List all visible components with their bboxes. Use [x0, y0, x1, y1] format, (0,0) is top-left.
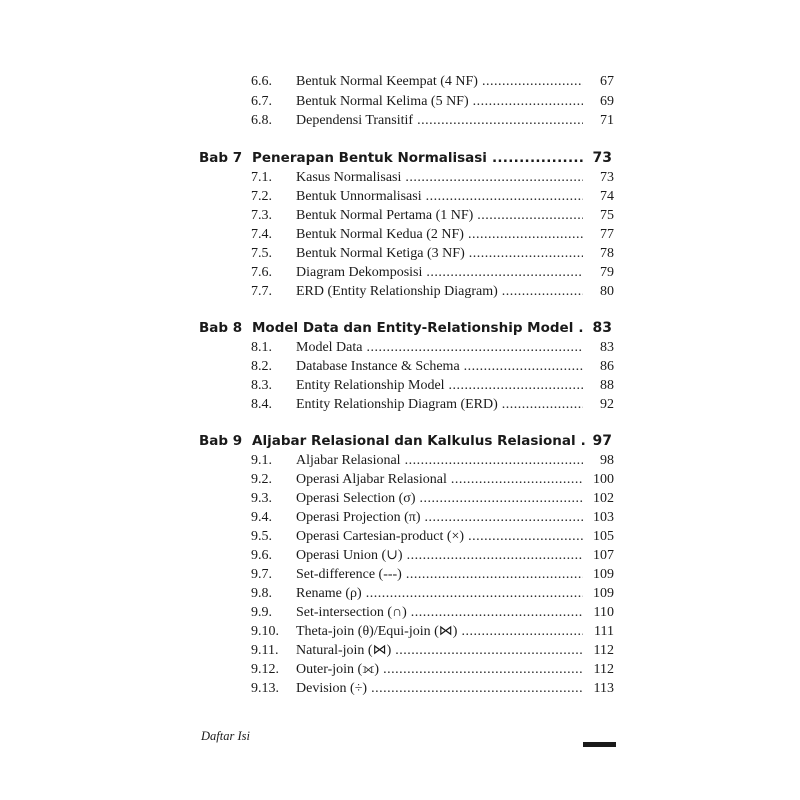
- section-number: 6.7.: [251, 94, 272, 109]
- page-number: 113: [593, 681, 614, 696]
- section-number: 9.10.: [251, 624, 279, 639]
- page-number: 107: [593, 548, 614, 563]
- page-number: 111: [594, 624, 614, 639]
- toc-entry: [0, 206, 800, 225]
- page-number: 78: [600, 246, 614, 261]
- section-number: 9.11.: [251, 643, 279, 658]
- chapter-heading: [0, 148, 800, 168]
- toc-entry: [0, 168, 800, 187]
- toc-entry: [0, 263, 800, 282]
- page-number: 67: [600, 74, 614, 89]
- toc-entry: [0, 565, 800, 584]
- section-title: Theta-join (θ)/Equi-join (⋈) .....: [296, 622, 583, 641]
- section-title: Entity Relationship Model .....: [296, 376, 583, 395]
- page-number: 86: [600, 359, 614, 374]
- section-title: Diagram Dekomposisi .....: [296, 263, 583, 282]
- chapter-title: Model Data dan Entity-Relationship Model .....: [252, 318, 585, 338]
- page-number: 110: [593, 605, 614, 620]
- page-number: 109: [593, 586, 614, 601]
- toc-entry: [0, 679, 800, 698]
- section-title: Database Instance & Schema .....: [296, 357, 583, 376]
- toc-entry: [0, 660, 800, 679]
- toc-entry: [0, 395, 800, 414]
- page-number: 75: [600, 208, 614, 223]
- section-number: 9.13.: [251, 681, 279, 696]
- page-number: 73: [600, 170, 614, 185]
- page-number: 79: [600, 265, 614, 280]
- page-number: 74: [600, 189, 614, 204]
- page-number: 102: [593, 491, 614, 506]
- footer-label: Daftar Isi: [201, 729, 250, 743]
- toc-entry: [0, 489, 800, 508]
- page-number: 77: [600, 227, 614, 242]
- toc-entry: [0, 641, 800, 660]
- section-title: Entity Relationship Diagram (ERD) .....: [296, 395, 583, 414]
- section-number: 7.4.: [251, 227, 272, 242]
- toc-entry: [0, 622, 800, 641]
- page-number: 80: [600, 284, 614, 299]
- page-number: 103: [593, 510, 614, 525]
- section-title: Bentuk Normal Pertama (1 NF) .....: [296, 206, 583, 225]
- section-title: Bentuk Normal Kelima (5 NF) .....: [296, 92, 583, 111]
- page-number: 112: [593, 643, 614, 658]
- page-number: 92: [600, 397, 614, 412]
- section-title: ERD (Entity Relationship Diagram) .....: [296, 282, 583, 301]
- section-title: Devision (÷) .....: [296, 679, 583, 698]
- page-number: 97: [592, 433, 612, 449]
- toc-entry: [0, 111, 800, 130]
- chapter-label: Bab 9: [199, 433, 243, 449]
- toc-entry: [0, 527, 800, 546]
- chapter-title: Aljabar Relasional dan Kalkulus Relasional .....: [252, 431, 585, 451]
- page-number: 109: [593, 567, 614, 582]
- section-title: Bentuk Normal Kedua (2 NF) .....: [296, 225, 583, 244]
- section-number: 9.9.: [251, 605, 272, 620]
- section-number: 9.12.: [251, 662, 279, 677]
- section-number: 9.8.: [251, 586, 272, 601]
- toc-entry: [0, 338, 800, 357]
- page-number: 71: [600, 113, 614, 128]
- section-title: Bentuk Unnormalisasi .....: [296, 187, 583, 206]
- section-number: 7.5.: [251, 246, 272, 261]
- section-title: Bentuk Normal Keempat (4 NF) .....: [296, 72, 583, 91]
- toc-entry: [0, 282, 800, 301]
- chapter-heading: [0, 318, 800, 338]
- page-number: 112: [593, 662, 614, 677]
- section-number: 7.2.: [251, 189, 272, 204]
- section-title: Operasi Projection (π) .....: [296, 508, 583, 527]
- section-title: Operasi Union (∪) .....: [296, 546, 583, 565]
- section-number: 9.6.: [251, 548, 272, 563]
- section-title: Outer-join (⟗) .....: [296, 660, 583, 679]
- section-number: 9.1.: [251, 453, 272, 468]
- section-title: Model Data .....: [296, 338, 583, 357]
- section-title: Rename (ρ) .....: [296, 584, 583, 603]
- section-number: 7.3.: [251, 208, 272, 223]
- chapter-title: Penerapan Bentuk Normalisasi .....: [252, 148, 585, 168]
- toc-entry: [0, 584, 800, 603]
- toc-entry: [0, 451, 800, 470]
- section-title: Operasi Selection (σ) .....: [296, 489, 583, 508]
- section-title: Kasus Normalisasi .....: [296, 168, 583, 187]
- toc-entry: [0, 470, 800, 489]
- section-title: Aljabar Relasional .....: [296, 451, 583, 470]
- section-number: 9.4.: [251, 510, 272, 525]
- toc-entry: [0, 225, 800, 244]
- section-number: 7.1.: [251, 170, 272, 185]
- section-title: Set-intersection (∩) .....: [296, 603, 583, 622]
- toc-entry: [0, 244, 800, 263]
- section-number: 9.3.: [251, 491, 272, 506]
- section-number: 8.3.: [251, 378, 272, 393]
- toc-entry: [0, 357, 800, 376]
- chapter-label: Bab 7: [199, 150, 243, 166]
- page-number: 69: [600, 94, 614, 109]
- page-number: 100: [593, 472, 614, 487]
- section-title: Set-difference (---) .....: [296, 565, 583, 584]
- section-number: 6.8.: [251, 113, 272, 128]
- section-title: Natural-join (⋈) .....: [296, 641, 583, 660]
- toc-entry: [0, 187, 800, 206]
- section-number: 9.5.: [251, 529, 272, 544]
- page-number: 105: [593, 529, 614, 544]
- toc-entry: [0, 603, 800, 622]
- section-title: Bentuk Normal Ketiga (3 NF) .....: [296, 244, 583, 263]
- section-number: 8.1.: [251, 340, 272, 355]
- section-title: Dependensi Transitif .....: [296, 111, 583, 130]
- chapter-heading: [0, 431, 800, 451]
- section-number: 8.2.: [251, 359, 272, 374]
- section-number: 9.7.: [251, 567, 272, 582]
- chapter-label: Bab 8: [199, 320, 243, 336]
- section-number: 8.4.: [251, 397, 272, 412]
- toc-entry: [0, 376, 800, 395]
- page-number: 83: [600, 340, 614, 355]
- section-title: Operasi Aljabar Relasional .....: [296, 470, 583, 489]
- footer-bar: [583, 742, 616, 747]
- section-number: 7.6.: [251, 265, 272, 280]
- section-number: 9.2.: [251, 472, 272, 487]
- page-number: 88: [600, 378, 614, 393]
- page-number: 73: [592, 150, 612, 166]
- section-number: 6.6.: [251, 74, 272, 89]
- toc-entry: [0, 72, 800, 91]
- section-title: Operasi Cartesian-product (×) .....: [296, 527, 583, 546]
- page-number: 98: [600, 453, 614, 468]
- toc-entry: [0, 508, 800, 527]
- section-number: 7.7.: [251, 284, 272, 299]
- page-number: 83: [592, 320, 612, 336]
- toc-entry: [0, 92, 800, 111]
- toc-entry: [0, 546, 800, 565]
